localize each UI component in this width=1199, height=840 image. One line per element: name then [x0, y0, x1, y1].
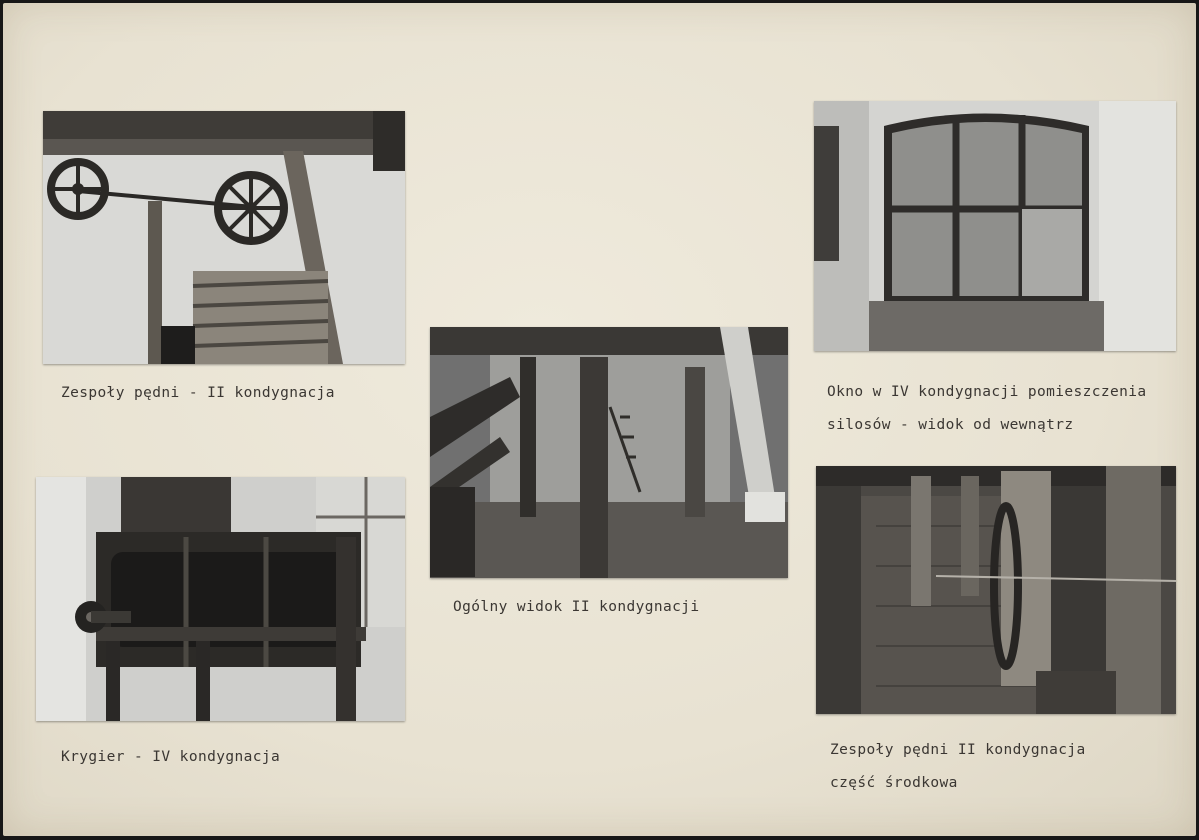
photo-general-view-level-2	[430, 327, 788, 578]
caption-photo-4	[827, 376, 1147, 442]
album-page	[3, 3, 1196, 836]
photo-belt-drives-middle	[816, 466, 1176, 714]
photo-belt-drives-level-2	[43, 111, 405, 364]
caption-line: Zespoły pędni II kondygnacja	[830, 742, 1086, 758]
caption-photo-3	[453, 591, 700, 624]
photo-window-level-4	[814, 101, 1176, 351]
caption-photo-1	[61, 377, 335, 410]
caption-line: Zespoły pędni - II kondygnacja	[61, 385, 335, 401]
caption-line: silosów - widok od wewnątrz	[827, 417, 1074, 433]
caption-line: część środkowa	[830, 775, 958, 791]
photo-krygier-level-4	[36, 477, 405, 721]
caption-line: Krygier - IV kondygnacja	[61, 749, 281, 765]
caption-photo-2	[61, 741, 280, 774]
caption-line: Okno w IV kondygnacji pomieszczenia	[827, 384, 1147, 400]
caption-photo-5	[830, 734, 1086, 800]
caption-line: Ogólny widok II kondygnacji	[453, 599, 700, 615]
